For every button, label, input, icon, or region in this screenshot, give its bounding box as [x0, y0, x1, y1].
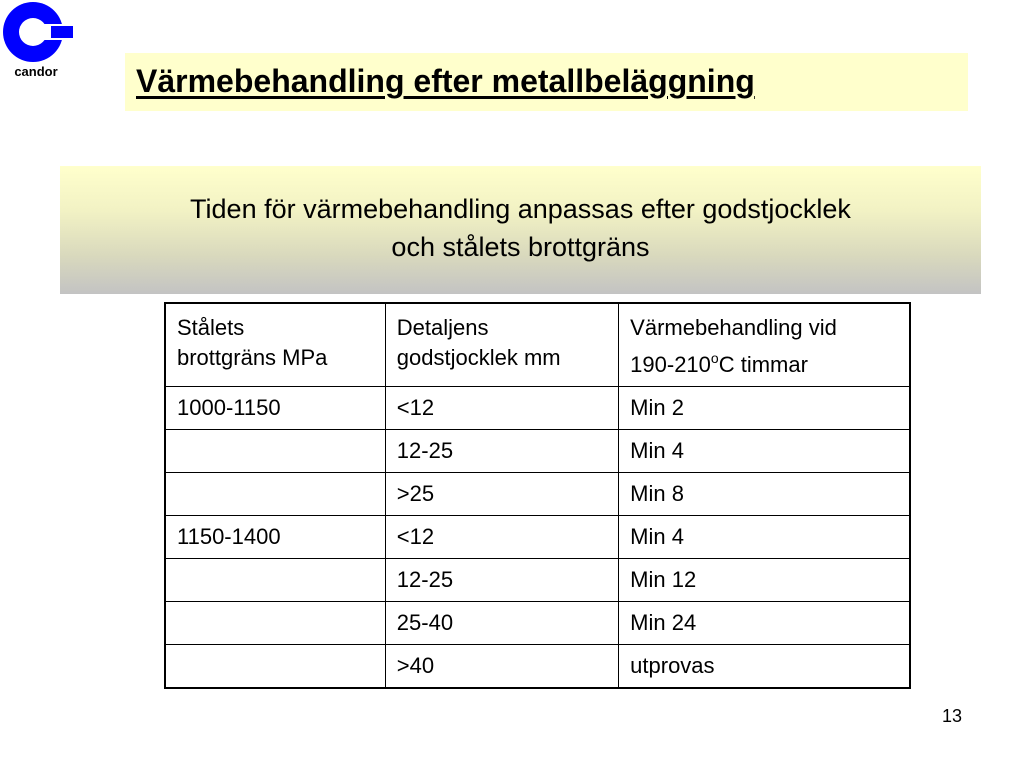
cell-thickness: 12-25 — [385, 430, 618, 473]
cell-thickness: 25-40 — [385, 602, 618, 645]
cell-duration: Min 4 — [619, 430, 910, 473]
cell-duration: Min 24 — [619, 602, 910, 645]
cell-thickness: <12 — [385, 516, 618, 559]
cell-strength — [165, 430, 385, 473]
cell-duration: utprovas — [619, 645, 910, 689]
cell-strength — [165, 645, 385, 689]
cell-strength: 1150-1400 — [165, 516, 385, 559]
header-cell-heat-treatment: Värmebehandling vid 190-210$^o$C timmar — [619, 303, 910, 387]
subtitle-line-1: Tiden för värmebehandling anpassas efter godstjocklek — [190, 194, 851, 224]
slide-title: Värmebehandling efter metallbeläggning — [136, 63, 755, 99]
candor-logo — [1, 0, 77, 84]
cell-duration: Min 4 — [619, 516, 910, 559]
page-number: 13 — [941, 706, 963, 726]
cell-duration: Min 8 — [619, 473, 910, 516]
header-cell-thickness: Detaljens godstjocklek mm — [385, 303, 618, 387]
candor-logo-icon — [1, 0, 77, 66]
table-row — [165, 602, 910, 645]
cell-strength — [165, 602, 385, 645]
table-row — [165, 559, 910, 602]
table-row — [165, 430, 910, 473]
heat-treatment-table — [164, 302, 911, 689]
cell-duration: Min 12 — [619, 559, 910, 602]
table-row — [165, 516, 910, 559]
table-body — [165, 387, 910, 689]
cell-strength: 1000-1150 — [165, 387, 385, 430]
subtitle-box — [60, 166, 981, 294]
table-row — [165, 387, 910, 430]
subtitle-line-2: och stålets brottgräns — [391, 232, 650, 262]
logo-text: candor — [14, 64, 58, 79]
cell-thickness: <12 — [385, 387, 618, 430]
cell-duration: Min 2 — [619, 387, 910, 430]
title-box — [125, 53, 968, 111]
table-header-row — [165, 303, 910, 387]
table-row — [165, 645, 910, 689]
slide-subtitle — [190, 190, 851, 270]
cell-thickness: >40 — [385, 645, 618, 689]
cell-thickness: >25 — [385, 473, 618, 516]
header-cell-strength: Stålets brottgräns MPa — [165, 303, 385, 387]
table-row — [165, 473, 910, 516]
cell-strength — [165, 559, 385, 602]
cell-strength — [165, 473, 385, 516]
cell-thickness: 12-25 — [385, 559, 618, 602]
